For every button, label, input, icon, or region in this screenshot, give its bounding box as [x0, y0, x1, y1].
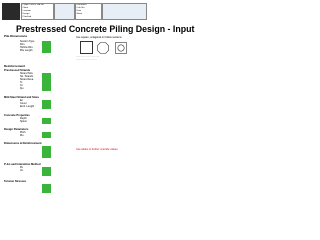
override-note: Use tables to further override values — [76, 148, 118, 151]
label-no-strands: No. Strands — [20, 75, 34, 78]
label-fpu: fpu — [20, 87, 24, 90]
label-pu: Pu — [20, 166, 24, 169]
doc-input-box[interactable] — [102, 3, 147, 20]
subsection-mild-strand: Mild Steel Strand and Sizes — [4, 96, 39, 99]
label-pile-length: Pile Length — [20, 49, 33, 52]
pile-shape-note: Use square, octagonal or hollow sections — [76, 36, 122, 39]
subsection-dimensions: Dimensions & Reinforcement — [4, 142, 42, 145]
input-mu[interactable] — [42, 135, 51, 138]
input-load-3[interactable] — [42, 173, 51, 176]
label-pitch: Pitch — [20, 131, 26, 134]
project-input-box[interactable] — [54, 3, 75, 20]
page-title: Prestressed Concrete Piling Design - Input — [16, 24, 195, 34]
project-info-box: Project Title & Job No. Client Location Design Checked — [21, 3, 54, 20]
subsection-concrete: Concrete Properties — [4, 114, 30, 117]
label-dim: Dim. — [20, 43, 26, 46]
right-note-2: ························· — [76, 58, 97, 61]
input-fpu[interactable] — [42, 88, 51, 91]
label-cover: Cover — [20, 102, 27, 105]
input-pile-length[interactable] — [42, 50, 51, 53]
subsection-design: Design Parameters — [4, 128, 29, 131]
input-spiral[interactable] — [42, 121, 51, 124]
label-depth: Depth — [20, 117, 27, 120]
section-reinforcement: Reinforcement — [4, 64, 26, 68]
label-fci: fci — [20, 84, 23, 87]
label-strand-size: Strand Size — [20, 72, 33, 75]
input-emb-length[interactable] — [42, 106, 51, 109]
subsection-prestressed: Prestressed Strands — [4, 69, 31, 72]
input-dim-4[interactable] — [42, 155, 51, 158]
hollow-section-icon — [115, 41, 127, 59]
section-pile-dims: Pile Dimensions — [4, 34, 28, 38]
label-mu: Mu — [20, 134, 24, 137]
input-tension-3[interactable] — [42, 190, 51, 193]
label-section-type: Section Type — [20, 40, 35, 43]
label-hollow-dim: Hollow Dim. — [20, 46, 34, 49]
header — [2, 3, 147, 22]
company-logo — [2, 3, 20, 20]
label-strand-area: Strand Area — [20, 78, 34, 81]
label-emb-length: Emb. Length — [20, 105, 35, 108]
right-note-1: ···························· — [76, 55, 100, 58]
subsection-tension: Tension Stresses — [4, 180, 27, 183]
label-fc: f'c — [20, 81, 23, 84]
label-ec: Ec — [20, 99, 23, 102]
square-section-icon — [80, 41, 93, 54]
doc-info-box: Document Calc No. Date Sheet — [75, 3, 102, 20]
label-spiral: Spiral — [20, 120, 27, 123]
label-vu: Vu — [20, 169, 23, 172]
subsection-pile-load: P-Δ Load Interaction Method — [4, 163, 41, 166]
